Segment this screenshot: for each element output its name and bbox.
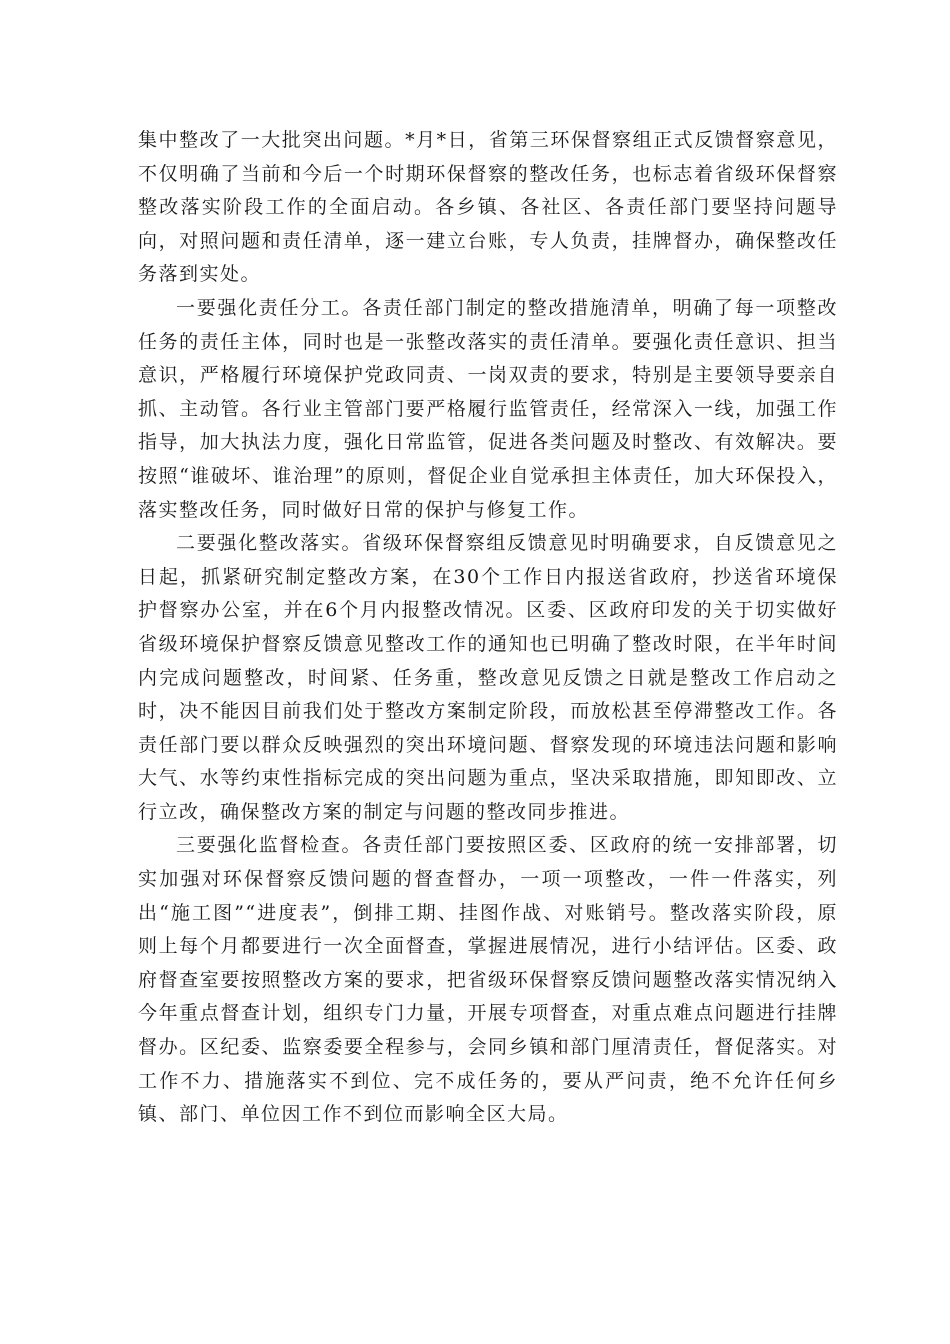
paragraph-rectification: 二要强化整改落实。省级环保督察组反馈意见时明确要求，自反馈意见之日起，抓紧研究制定整改方案，在30个工作日内报送省政府，抄送省环境保护督察办公室，并在6个月内报整改情况。区委、区政府印发的关于切实做好省级环境保护督察反馈意见整改工作的通知也已明确了整改时限，在半年时间内完成问题整改，时间紧、任务重，整改意见反馈之日就是整改工作启动之时，决不能因目前我们处于整改方案制定阶段，而放松甚至停滞整改工作。各责任部门要以群众反映强烈的突出环境问题、督察发现的环境违法问题和影响大气、水等约束性指标完成的突出问题为重点，坚决采取措施，即知即改、立行立改，确保整改方案的制定与问题的整改同步推进。: [138, 532, 838, 823]
paragraph-supervision: 三要强化监督检查。各责任部门要按照区委、区政府的统一安排部署，切实加强对环保督察反馈问题的督查督办，一项一项整改，一件一件落实，列出“施工图”“进度表”，倒排工期、挂图作战、对账销号。整改落实阶段，原则上每个月都要进行一次全面督查，掌握进展情况，进行小结评估。区委、政府督查室要按照整改方案的要求，把省级环保督察反馈问题整改落实情况纳入今年重点督查计划，组织专门力量，开展专项督查，对重点难点问题进行挂牌督办。区纪委、监察委要全程参与，会同乡镇和部门厘清责任，督促落实。对工作不力、措施落实不到位、完不成任务的，要从严问责，绝不允许任何乡镇、部门、单位因工作不到位而影响全区大局。: [138, 834, 838, 1126]
paragraph-continuation: 集中整改了一大批突出问题。*月*日，省第三环保督察组正式反馈督察意见，不仅明确了当前和今后一个时期环保督察的整改任务，也标志着省级环保督察整改落实阶段工作的全面启动。各乡镇、各社区、各责任部门要坚持问题导向，对照问题和责任清单，逐一建立台账，专人负责，挂牌督办，确保整改任务落到实处。: [138, 129, 838, 286]
paragraph-responsibility: 一要强化责任分工。各责任部门制定的整改措施清单，明确了每一项整改任务的责任主体，同时也是一张整改落实的责任清单。要强化责任意识、担当意识，严格履行环境保护党政同责、一岗双责的要求，特别是主要领导要亲自抓、主动管。各行业主管部门要严格履行监管责任，经常深入一线，加强工作指导，加大执法力度，强化日常监管，促进各类问题及时整改、有效解决。要按照“谁破坏、谁治理”的原则，督促企业自觉承担主体责任，加大环保投入，落实整改任务，同时做好日常的保护与修复工作。: [138, 296, 838, 521]
document-body: [138, 124, 838, 1132]
